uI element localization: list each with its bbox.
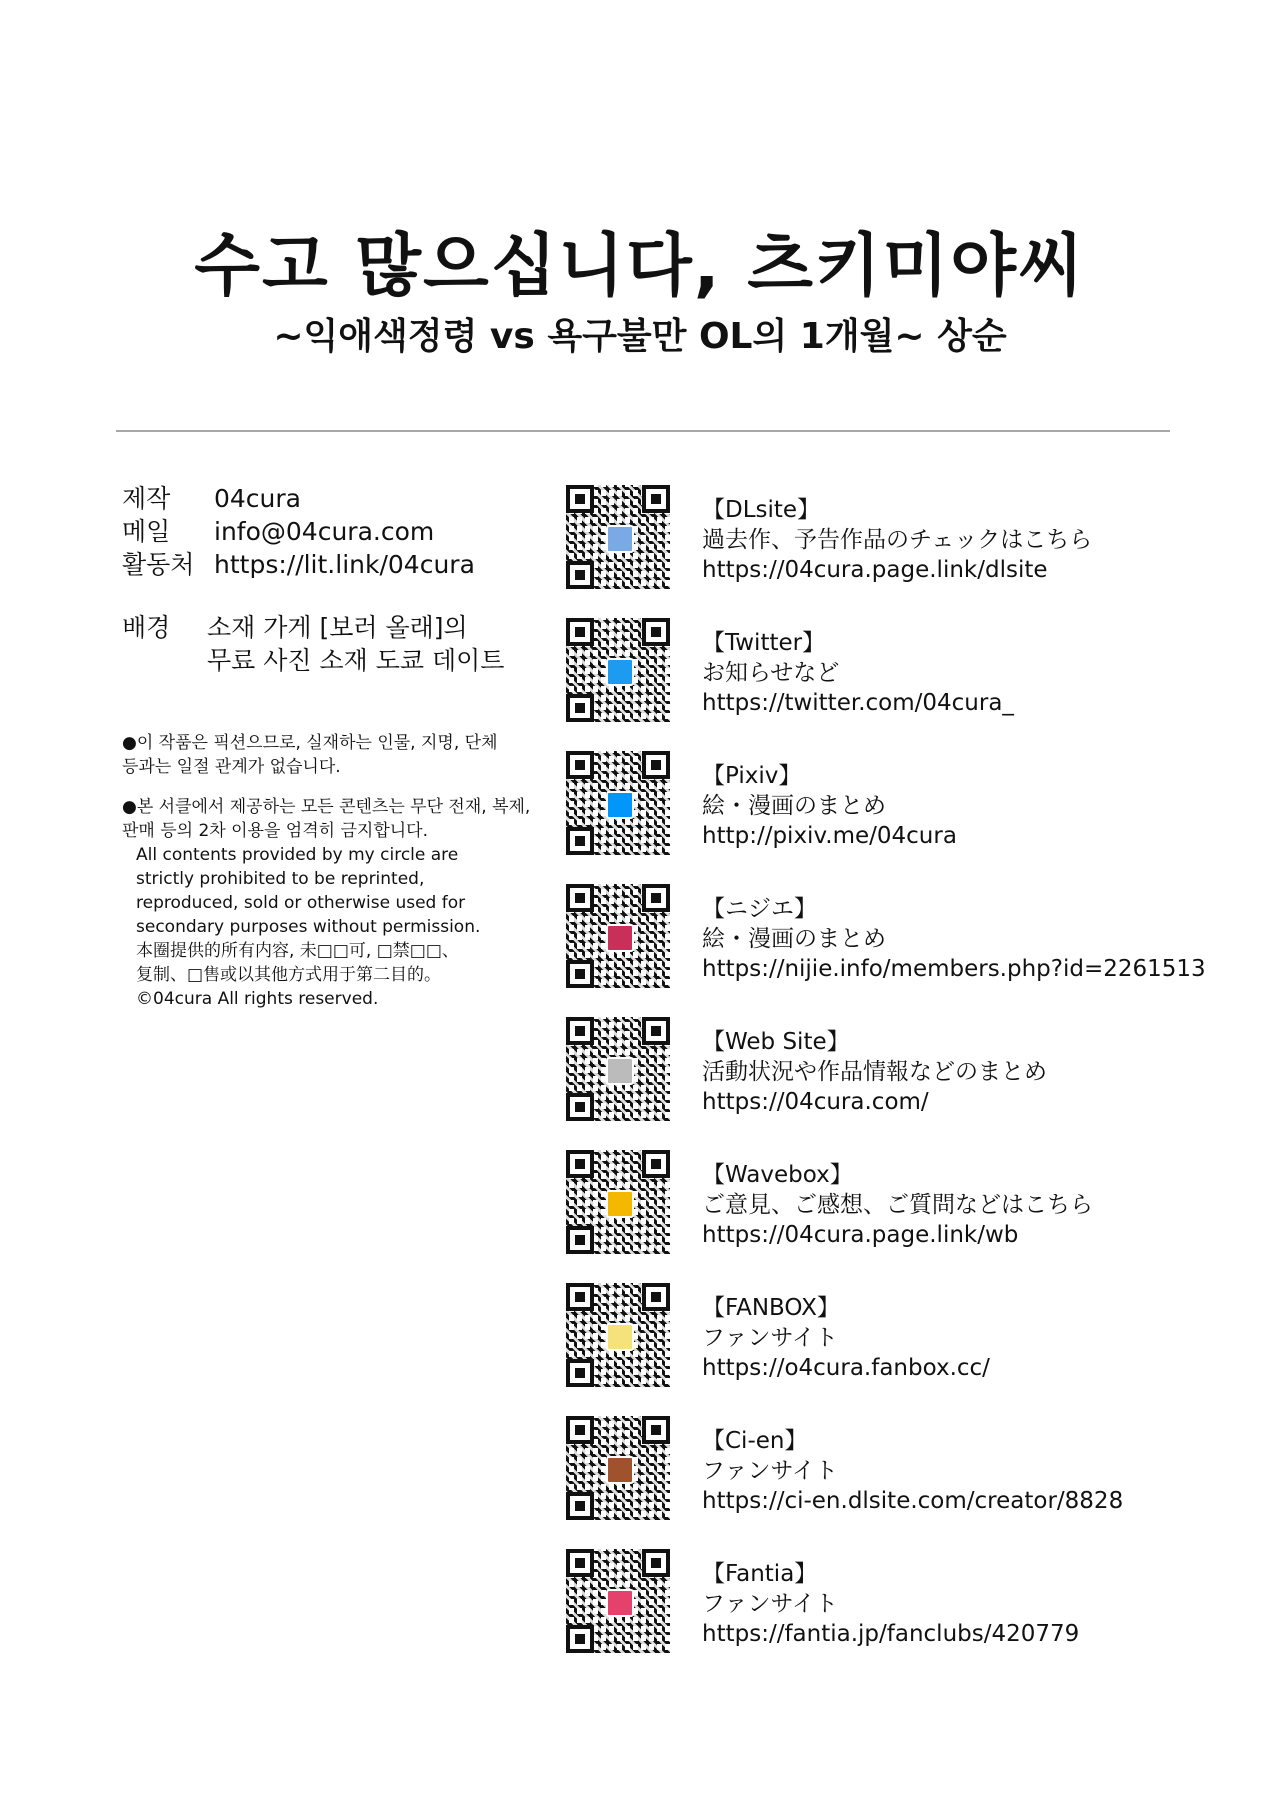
link-url[interactable]: https://04cura.page.link/wb [702, 1222, 1019, 1248]
qr-finder [566, 1625, 594, 1653]
qr-finder [642, 618, 670, 646]
link-name: 【Fantia】 [702, 1561, 818, 1587]
qr-finder [642, 884, 670, 912]
credits-column [122, 482, 552, 1011]
qr-finder [566, 827, 594, 855]
notice-line: 本圈提供的所有内容, 未□□可, □禁□□、 [136, 941, 459, 961]
link-name: 【Twitter】 [702, 630, 826, 656]
copyright-line: ©04cura All rights reserved. [136, 989, 379, 1009]
qr-code[interactable] [566, 751, 670, 855]
pixiv-p-icon [606, 791, 634, 819]
qr-finder [566, 1492, 594, 1520]
credit-label: 제작 [122, 484, 171, 513]
link-url[interactable]: https://04cura.com/ [702, 1089, 929, 1115]
qr-code[interactable] [566, 1283, 670, 1387]
link-item [566, 1150, 1266, 1283]
qr-finder [566, 1226, 594, 1254]
background-line: 무료 사진 소재 도쿄 데이트 [207, 646, 505, 675]
link-url[interactable]: https://fantia.jp/fanclubs/420779 [702, 1621, 1080, 1647]
qr-finder [566, 561, 594, 589]
credit-label: 메일 [122, 517, 171, 546]
link-description: 過去作、予告作品のチェックはこちら [702, 527, 1093, 553]
qr-finder [566, 618, 594, 646]
page-subtitle: ~익애색정령 vs 욕구불만 OL의 1개월~ 상순 [273, 316, 1007, 357]
twitter-bird-icon [606, 658, 634, 686]
link-name: 【FANBOX】 [702, 1295, 840, 1321]
link-description: ご意見、ご感想、ご質問などはこちら [702, 1192, 1093, 1218]
link-url[interactable]: https://nijie.info/members.php?id=2261513 [702, 956, 1206, 982]
fanbox-box-icon [606, 1323, 634, 1351]
qr-finder [566, 1359, 594, 1387]
link-url[interactable]: https://ci-en.dlsite.com/creator/8828 [702, 1488, 1124, 1514]
background-label: 배경 [122, 613, 171, 642]
qr-finder [566, 694, 594, 722]
fantia-logo-icon [606, 1589, 634, 1617]
nijie-lips-icon [606, 924, 634, 952]
link-item [566, 1549, 1266, 1682]
link-description: ファンサイト [702, 1325, 838, 1351]
ghost-icon [606, 1057, 634, 1085]
wavebox-hand-icon [606, 1190, 634, 1218]
qr-finder [566, 1283, 594, 1311]
background-line: 소재 가게 [보러 올래]의 [207, 613, 468, 642]
link-name: 【DLsite】 [702, 497, 821, 523]
qr-finder [566, 960, 594, 988]
credit-value[interactable]: https://lit.link/04cura [214, 550, 475, 579]
qr-finder [642, 485, 670, 513]
link-url[interactable]: http://pixiv.me/04cura [702, 823, 957, 849]
link-item [566, 485, 1266, 618]
qr-code[interactable] [566, 1017, 670, 1121]
notice-line: strictly prohibited to be reprinted, [136, 869, 425, 889]
credit-activity [122, 548, 552, 581]
qr-finder [642, 1549, 670, 1577]
link-item [566, 1416, 1266, 1549]
link-url[interactable]: https://04cura.page.link/dlsite [702, 557, 1048, 583]
link-item [566, 1017, 1266, 1150]
qr-finder [566, 1549, 594, 1577]
link-name: 【Ci-en】 [702, 1428, 808, 1454]
credit-label: 활동처 [122, 550, 195, 579]
page-title: 수고 많으십니다, 츠키미야씨 [194, 227, 1086, 306]
notice-line: ●이 작품은 픽션으므로, 실재하는 인물, 지명, 단체 [122, 733, 498, 753]
link-description: ファンサイト [702, 1591, 838, 1617]
notice-line: secondary purposes without permission. [136, 917, 481, 937]
link-description: 活動状況や作品情報などのまとめ [702, 1059, 1047, 1085]
qr-finder [566, 1093, 594, 1121]
ci-en-acorn-icon [606, 1456, 634, 1484]
qr-finder [566, 485, 594, 513]
notice-line: 등과는 일절 관계가 없습니다. [122, 757, 341, 777]
qr-code[interactable] [566, 1150, 670, 1254]
qr-finder [566, 884, 594, 912]
notice-line: reproduced, sold or otherwise used for [136, 893, 466, 913]
link-name: 【Pixiv】 [702, 763, 802, 789]
qr-finder [642, 1150, 670, 1178]
qr-code[interactable] [566, 485, 670, 589]
qr-finder [566, 751, 594, 779]
link-name: 【ニジエ】 [702, 896, 817, 922]
link-item [566, 884, 1266, 1017]
credit-production [122, 482, 552, 515]
link-url[interactable]: https://o4cura.fanbox.cc/ [702, 1355, 990, 1381]
link-description: ファンサイト [702, 1458, 838, 1484]
qr-finder [566, 1150, 594, 1178]
background-credit [122, 611, 552, 677]
link-description: 絵・漫画のまとめ [702, 926, 886, 952]
link-item [566, 1283, 1266, 1416]
qr-finder [642, 1416, 670, 1444]
credit-value: 04cura [214, 484, 301, 513]
qr-code[interactable] [566, 884, 670, 988]
link-name: 【Wavebox】 [702, 1162, 853, 1188]
notice-line: All contents provided by my circle are [136, 845, 459, 865]
qr-finder [566, 1416, 594, 1444]
notice-line: ●본 서클에서 제공하는 모든 콘텐츠는 무단 전재, 복제, [122, 797, 531, 817]
link-item [566, 751, 1266, 884]
legal-notice [122, 731, 552, 1011]
qr-finder [642, 751, 670, 779]
dlsite-character-icon [606, 525, 634, 553]
qr-code[interactable] [566, 618, 670, 722]
link-item [566, 618, 1266, 751]
qr-finder [566, 1017, 594, 1045]
link-description: 絵・漫画のまとめ [702, 793, 886, 819]
link-list [566, 485, 1266, 1682]
notice-line: 复制、□售或以其他方式用于第二目的。 [136, 965, 442, 985]
divider [116, 430, 1170, 432]
notice-line: 판매 등의 2차 이용을 엄격히 금지합니다. [122, 821, 428, 841]
qr-code[interactable] [566, 1549, 670, 1653]
credit-value[interactable]: info@04cura.com [214, 517, 435, 546]
link-url[interactable]: https://twitter.com/04cura_ [702, 690, 1014, 716]
qr-code[interactable] [566, 1416, 670, 1520]
credit-mail [122, 515, 552, 548]
qr-finder [642, 1017, 670, 1045]
link-name: 【Web Site】 [702, 1029, 850, 1055]
link-description: お知らせなど [702, 660, 840, 686]
qr-finder [642, 1283, 670, 1311]
